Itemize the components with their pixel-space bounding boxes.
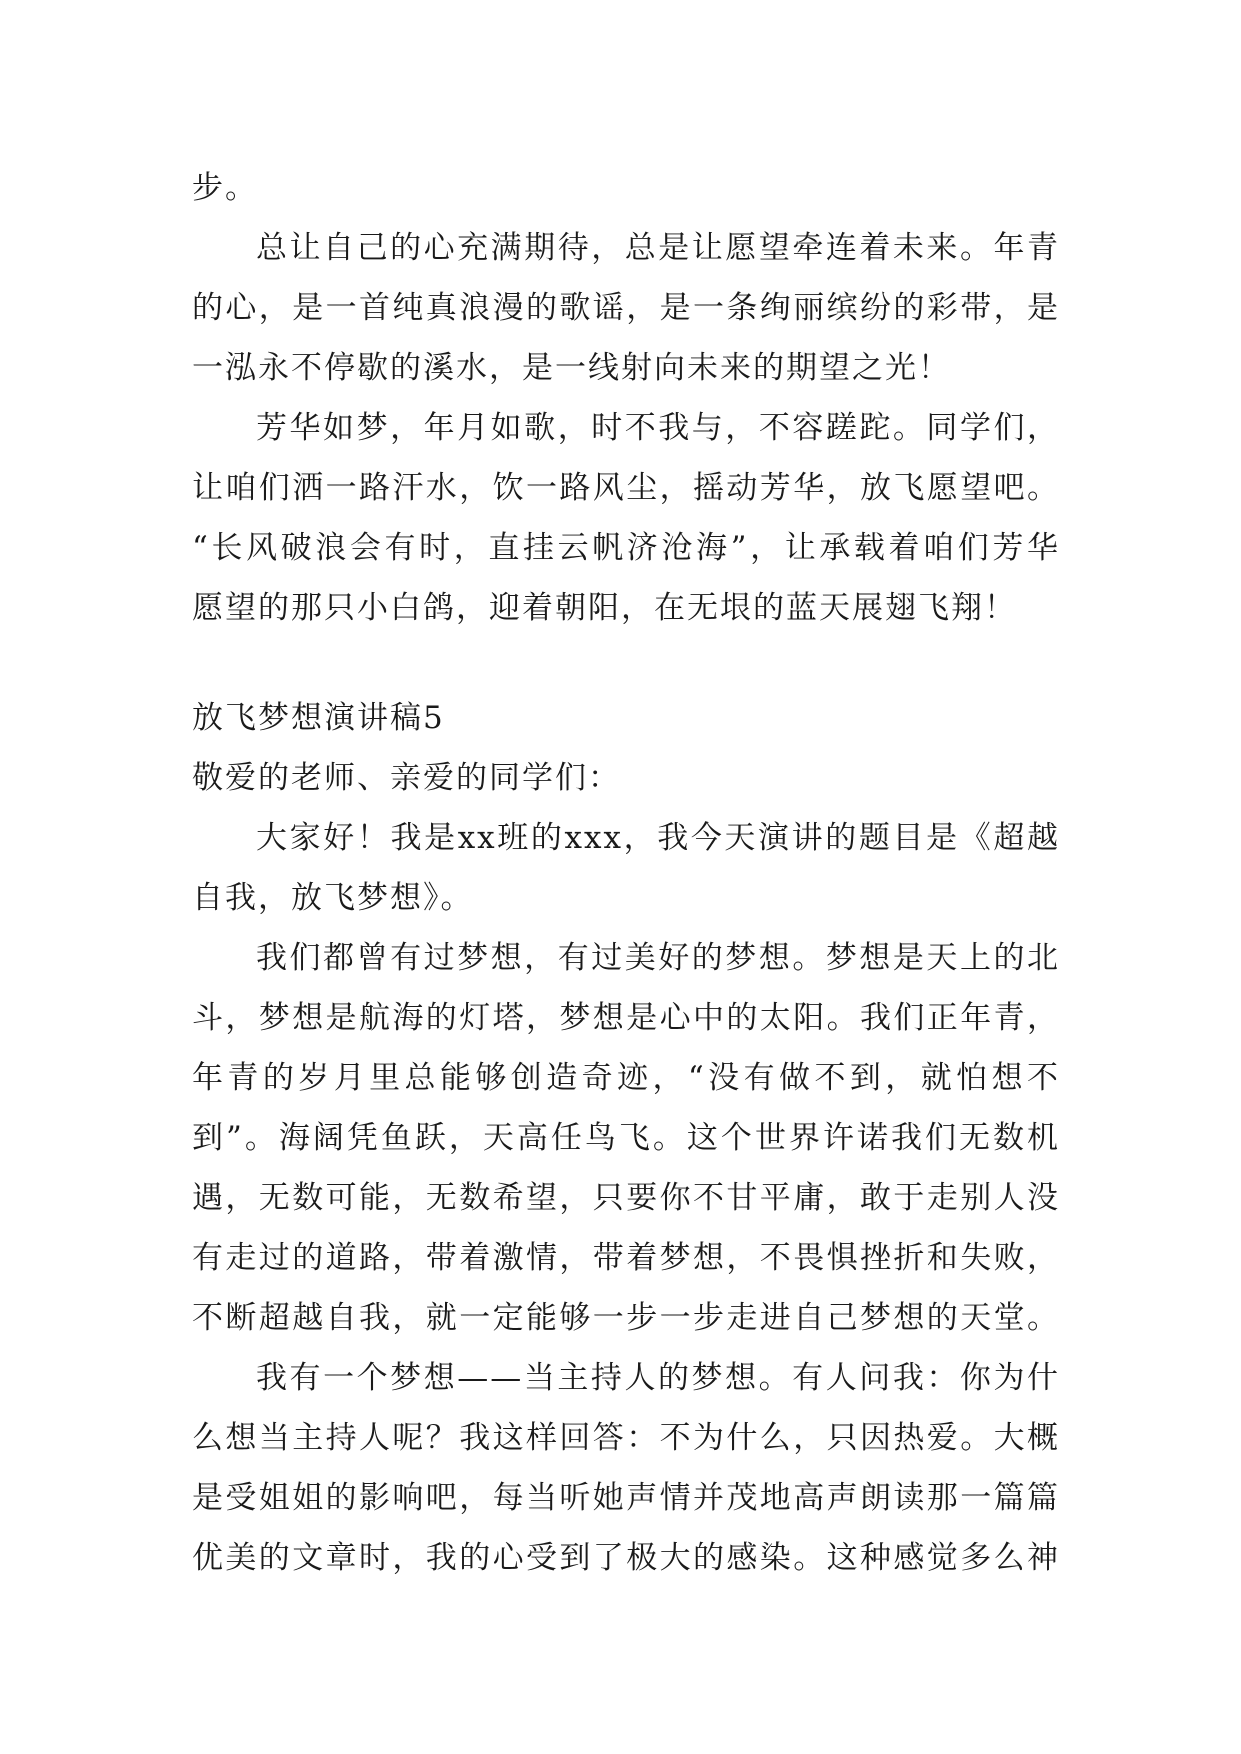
- paragraph: [192, 928, 1060, 1348]
- paragraph-line: 斗，梦想是航海的灯塔，梦想是心中的太阳。我们正年青，: [192, 1000, 1060, 1036]
- paragraph-line: 自我，放飞梦想》。: [192, 880, 474, 916]
- paragraph-line: 我有一个梦想——当主持人的梦想。有人问我：你为什: [256, 1360, 1060, 1396]
- paragraph-line: 不断超越自我，就一定能够一步一步走进自己梦想的天堂。: [192, 1300, 1060, 1336]
- paragraph: [192, 218, 1060, 398]
- paragraph-line: “长风破浪会有时，直挂云帆济沧海”，让承载着咱们芳华: [192, 530, 1060, 566]
- paragraph-line: 芳华如梦，年月如歌，时不我与，不容蹉跎。同学们，: [256, 410, 1060, 446]
- paragraph-line: 遇，无数可能，无数希望，只要你不甘平庸，敢于走别人没: [192, 1180, 1060, 1216]
- paragraph-line: 总让自己的心充满期待，总是让愿望牵连着未来。年青: [256, 230, 1060, 266]
- paragraph: [192, 398, 1060, 638]
- continuation-line: 步。: [192, 170, 258, 206]
- paragraph-line: 是受姐姐的影响吧，每当听她声情并茂地高声朗读那一篇篇: [192, 1480, 1060, 1516]
- paragraph-line: 让咱们洒一路汗水，饮一路风尘，摇动芳华，放飞愿望吧。: [192, 470, 1060, 506]
- document-body-upper: [192, 158, 1060, 638]
- paragraph-line: 有走过的道路，带着激情，带着梦想，不畏惧挫折和失败，: [192, 1240, 1060, 1276]
- paragraph: [192, 808, 1060, 928]
- paragraph-line: 年青的岁月里总能够创造奇迹，“没有做不到，就怕想不: [192, 1060, 1060, 1096]
- salutation: 敬爱的老师、亲爱的同学们：: [192, 760, 621, 796]
- paragraph-line: 的心，是一首纯真浪漫的歌谣，是一条绚丽缤纷的彩带，是: [192, 290, 1060, 326]
- paragraph-line: 优美的文章时，我的心受到了极大的感染。这种感觉多么神: [192, 1540, 1060, 1576]
- section-title: 放飞梦想演讲稿5: [192, 700, 445, 736]
- paragraph-line: 么想当主持人呢？我这样回答：不为什么，只因热爱。大概: [192, 1420, 1060, 1456]
- paragraph-line: 到”。海阔凭鱼跃，天高任鸟飞。这个世界许诺我们无数机: [192, 1120, 1060, 1156]
- paragraph-line: 愿望的那只小白鸽，迎着朝阳，在无垠的蓝天展翅飞翔！: [192, 590, 1017, 626]
- paragraph: [192, 1348, 1060, 1588]
- paragraph-line: 我们都曾有过梦想，有过美好的梦想。梦想是天上的北: [256, 940, 1060, 976]
- paragraph-line: 一泓永不停歇的溪水，是一线射向未来的期望之光！: [192, 350, 951, 386]
- document-body-lower: [192, 688, 1060, 1588]
- paragraph-line: 大家好！我是xx班的xxx，我今天演讲的题目是《超越: [256, 820, 1060, 856]
